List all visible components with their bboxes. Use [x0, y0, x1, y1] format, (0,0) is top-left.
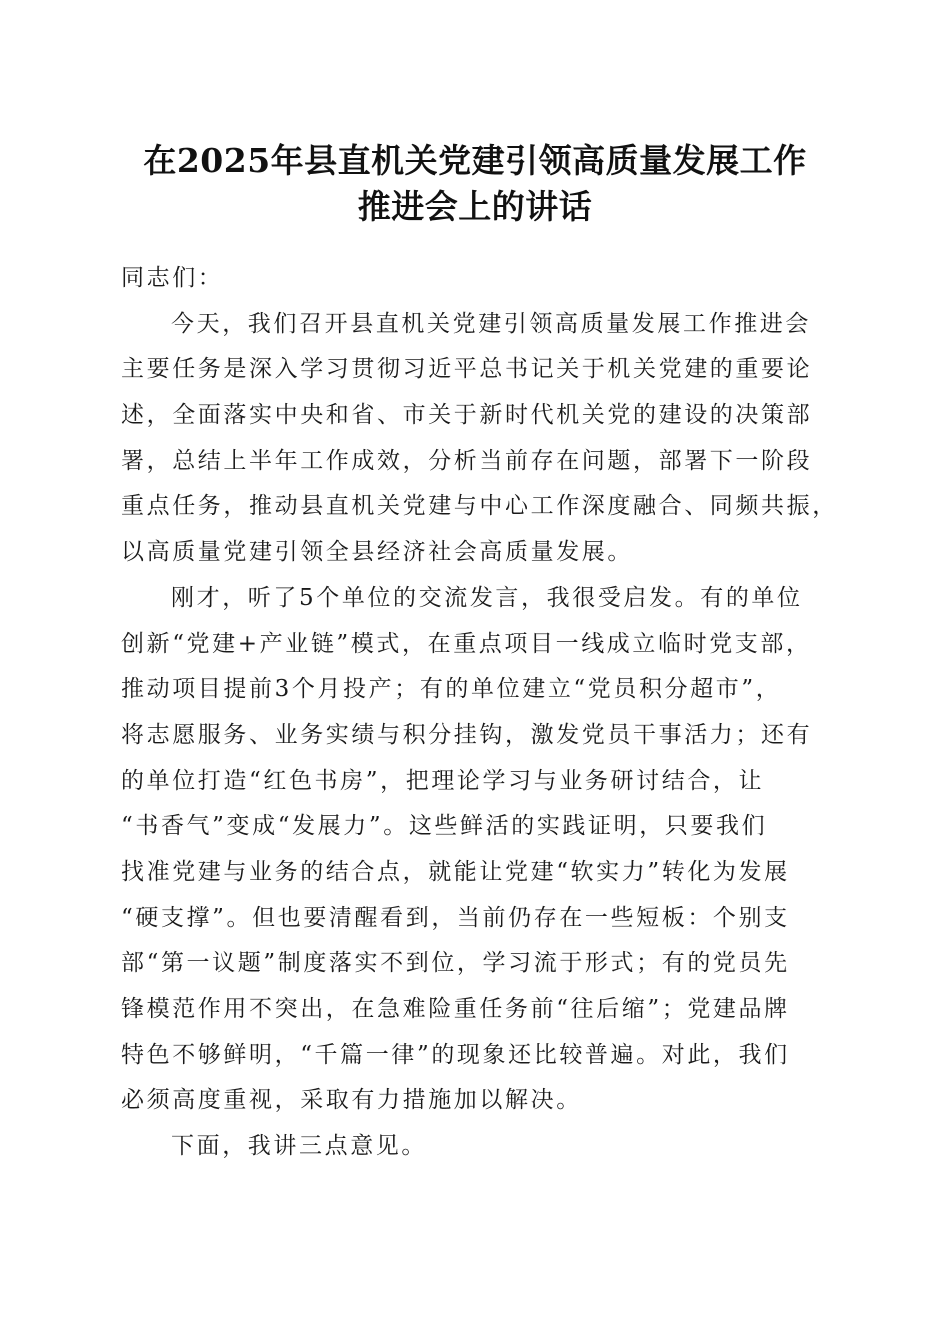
body-text-line: 将志愿服务、业务实绩与积分挂钩，激发党员干事活力；还有 — [121, 721, 813, 748]
document-title-line-1: 在2025年县直机关党建引领高质量发展工作 — [143, 141, 807, 180]
body-text-line: 述，全面落实中央和省、市关于新时代机关党的建设的决策部 — [121, 402, 813, 429]
body-text-line: 主要任务是深入学习贯彻习近平总书记关于机关党建的重要论 — [121, 356, 813, 383]
body-text-line: “书香气”变成“发展力”。这些鲜活的实践证明，只要我们 — [121, 813, 768, 840]
body-text-line: 推动项目提前3个月投产；有的单位建立“党员积分超市”， — [121, 676, 782, 703]
document-body — [121, 256, 838, 1170]
body-text-line: 的单位打造“红色书房”，把理论学习与业务研讨结合，让 — [121, 767, 765, 794]
body-text-line: 署，总结上半年工作成效，分析当前存在问题，部署下一阶段 — [121, 447, 813, 474]
body-text-line: 特色不够鲜明，“千篇一律”的现象还比较普遍。对此，我们 — [121, 1041, 790, 1068]
body-text-line: 下面，我讲三点意见。 — [171, 1133, 427, 1160]
body-text-line: 以高质量党建引领全县经济社会高质量发展。 — [121, 539, 633, 566]
body-text-line: 创新“党建+产业链”模式，在重点项目一线成立临时党支部， — [121, 630, 812, 657]
body-text-line: 重点任务，推动县直机关党建与中心工作深度融合、同频共振， — [121, 493, 838, 520]
body-text-line: 部“第一议题”制度落实不到位，学习流于形式；有的党员先 — [121, 950, 790, 977]
document-title-line-2: 推进会上的讲话 — [357, 187, 593, 226]
body-text-line: 今天，我们召开县直机关党建引领高质量发展工作推进会 — [171, 310, 811, 337]
body-text-line: “硬支撑”。但也要清醒看到，当前仍存在一些短板：个别支 — [121, 904, 790, 931]
body-text-line: 必须高度重视，采取有力措施加以解决。 — [121, 1087, 582, 1114]
body-text-line: 刚才，听了5个单位的交流发言，我很受启发。有的单位 — [171, 584, 803, 611]
body-text-line: 锋模范作用不突出，在急难险重任务前“往后缩”；党建品牌 — [121, 996, 790, 1022]
salutation: 同志们： — [121, 265, 224, 291]
body-text-line: 找准党建与业务的结合点，就能让党建“软实力”转化为发展 — [121, 858, 790, 885]
